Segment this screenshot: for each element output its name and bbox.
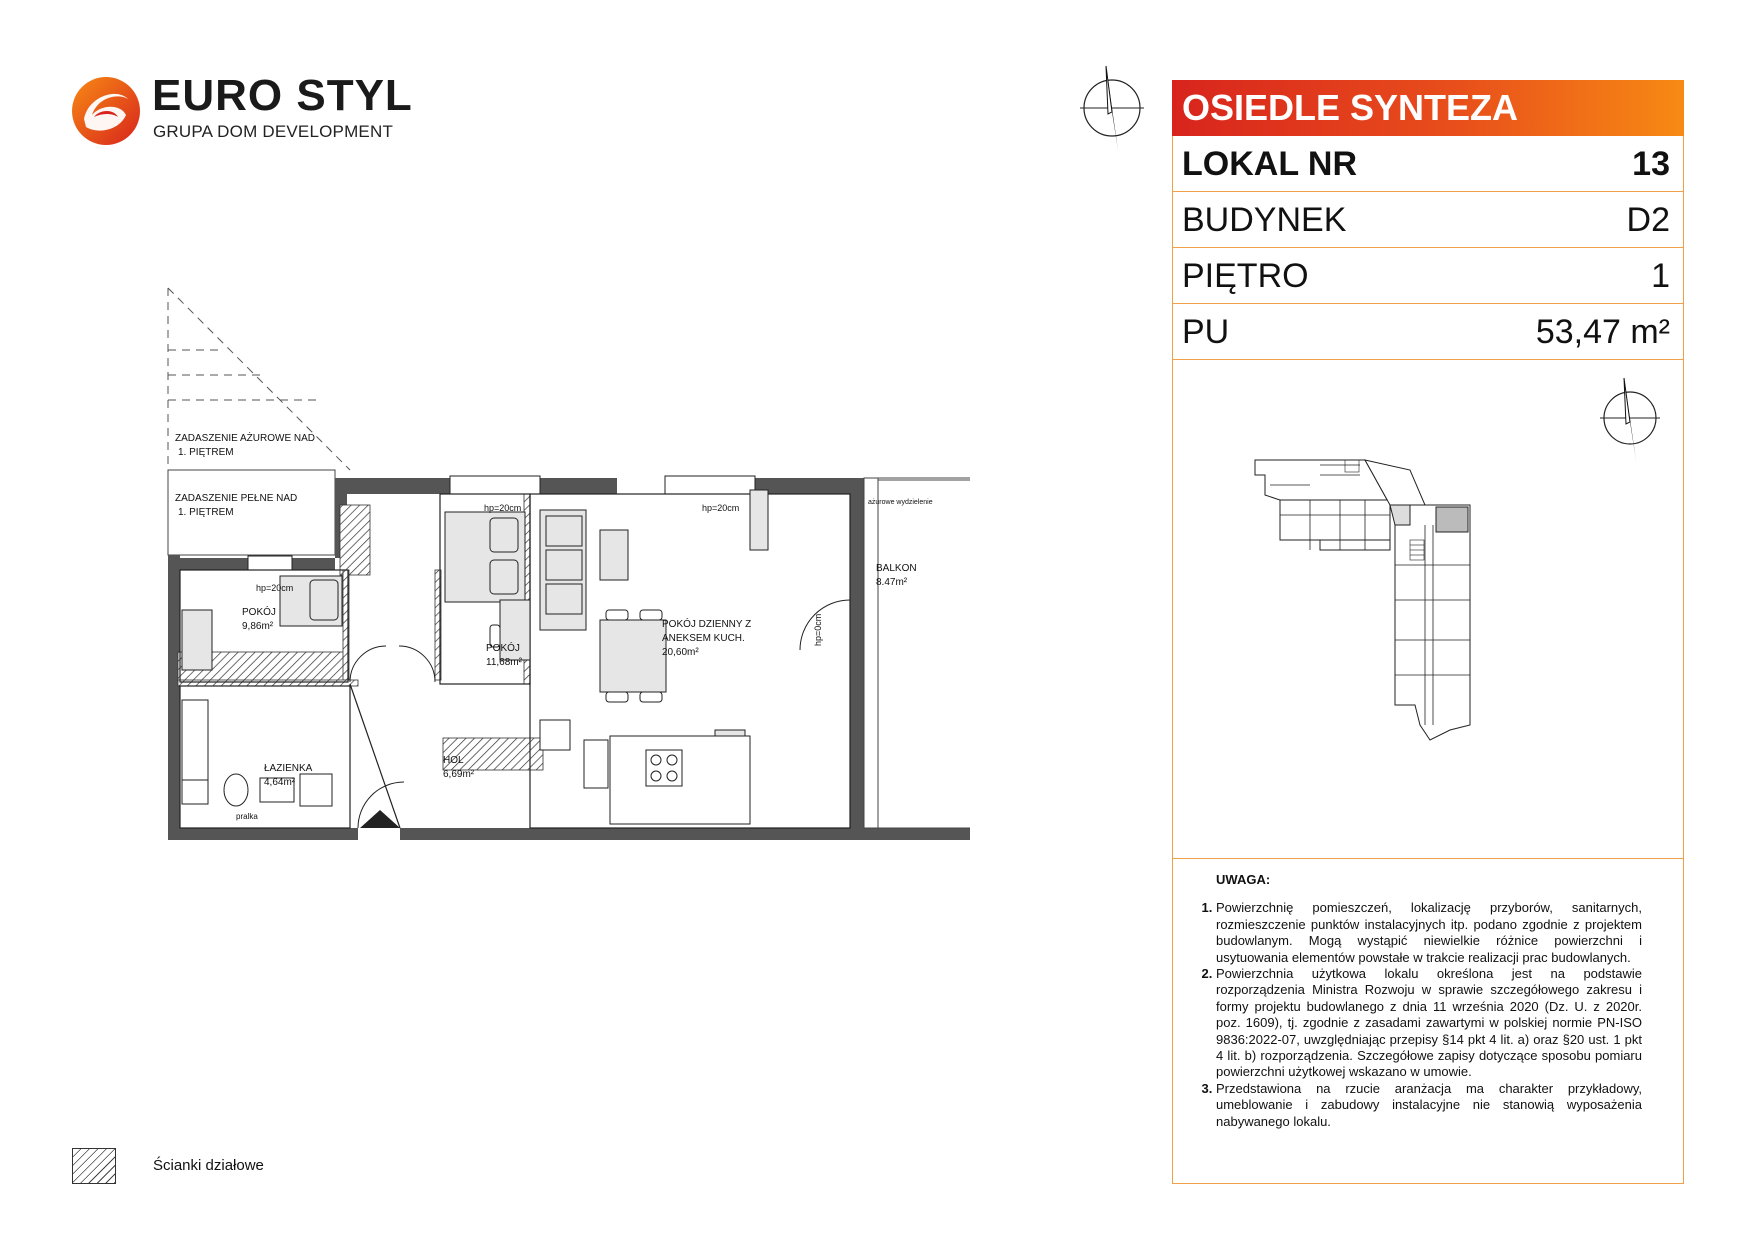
partition-walls-legend-swatch [72,1148,116,1184]
info-row-budynek [1172,192,1684,248]
canopy-openwork-label-2: 1. PIĘTREM [178,447,234,458]
notes-divider [1172,858,1684,859]
living-room-area: 20,60m² [662,647,699,658]
info-row-pu [1172,304,1684,360]
balcony-name: BALKON [876,563,917,574]
bathroom-name: ŁAZIENKA [264,763,313,774]
balcony-area: 8.47m² [876,577,908,588]
room2-name: POKÓJ [486,643,520,654]
info-label: BUDYNEK [1182,201,1347,239]
living-room-name: POKÓJ DZIENNY Z [662,619,752,630]
estate-title: OSIEDLE SYNTEZA [1172,80,1684,136]
living-room-name-2: ANEKSEM KUCH. [662,633,745,644]
compass-north-icon [1076,64,1148,154]
building-key-plan [1250,455,1550,785]
notes-section [1184,872,1642,1130]
canopy-openwork-label: ZADASZENIE AŻUROWE NAD [175,433,316,444]
height-note: hp=20cm [702,503,740,513]
info-label: PU [1182,313,1230,351]
height-note: hp=0cm [813,613,823,646]
info-value: 13 [1632,145,1670,183]
info-label: LOKAL NR [1182,145,1358,183]
notes-title: UWAGA: [1216,872,1271,887]
room1-name: POKÓJ [242,607,276,618]
height-note: hp=20cm [256,583,294,593]
note-item: 3. Przedstawiona na rzucie aranżacja ma charakter przykładowy, umeblowanie i zabudowy instalacyjne nie stanowią wyposażenia nabywanego lokalu. [1216,1081,1642,1130]
canopy-full-label: ZADASZENIE PEŁNE NAD [175,493,298,504]
info-row-lokal [1172,136,1684,192]
hall-name: HOL [443,755,464,766]
info-value: D2 [1626,201,1670,239]
room2-area: 11,68m² [486,657,522,668]
brand-subtitle: GRUPA DOM DEVELOPMENT [153,122,394,141]
openwork-divider-label: ażurowe wydzielenie [868,499,933,506]
compass-small-icon [1590,376,1670,464]
info-label: PIĘTRO [1182,257,1309,295]
canopy-full-label-2: 1. PIĘTREM [178,507,234,518]
bathroom-area: 4,64m² [264,777,296,788]
brand-name: EURO STYL [152,71,413,120]
height-note: hp=20cm [484,503,522,513]
notes-list [1184,900,1642,1130]
legend-label: Ścianki działowe [153,1157,264,1174]
info-row-pietro [1172,248,1684,304]
info-value: 53,47 m² [1535,313,1670,351]
info-value: 1 [1651,257,1670,295]
laundry-label: pralka [236,812,258,821]
hall-area: 6,69m² [443,769,475,780]
note-item: 2. Powierzchnia użytkowa lokalu określona jest na podstawie rozporządzenia Ministra Rozwoju w sprawie szczegółowego zakresu i formy projektu budowlanego z dnia 11 września 2020 (Dz. U. z 2020r. poz. 1609), tj. zgodnie z zasadami zawartymi w polskiej normie PN-ISO 9836:2022-07, uwzględniając przepisy §14 pkt 4 lit. a) oraz §20 ust. 1 pkt 4 lit. b) rozporządzenia. Szczegółowe zapisy dotyczące sposobu pomiaru powierzchni użytkowej wskazano w umowie. [1216,966,1642,1081]
room1-area: 9,86m² [242,621,274,632]
euro-styl-logo-icon [70,75,142,147]
note-item: 1. Powierzchnię pomieszczeń, lokalizację przyborów, sanitarnych, rozmieszczenie punktów instalacyjnych itp. podano zgodnie z projektem budowlanym. Mogą wystąpić niewielkie różnice powierzchni i usytuowania elementów powstałe w trakcie realizacji prac budowlanych. [1216,900,1642,966]
